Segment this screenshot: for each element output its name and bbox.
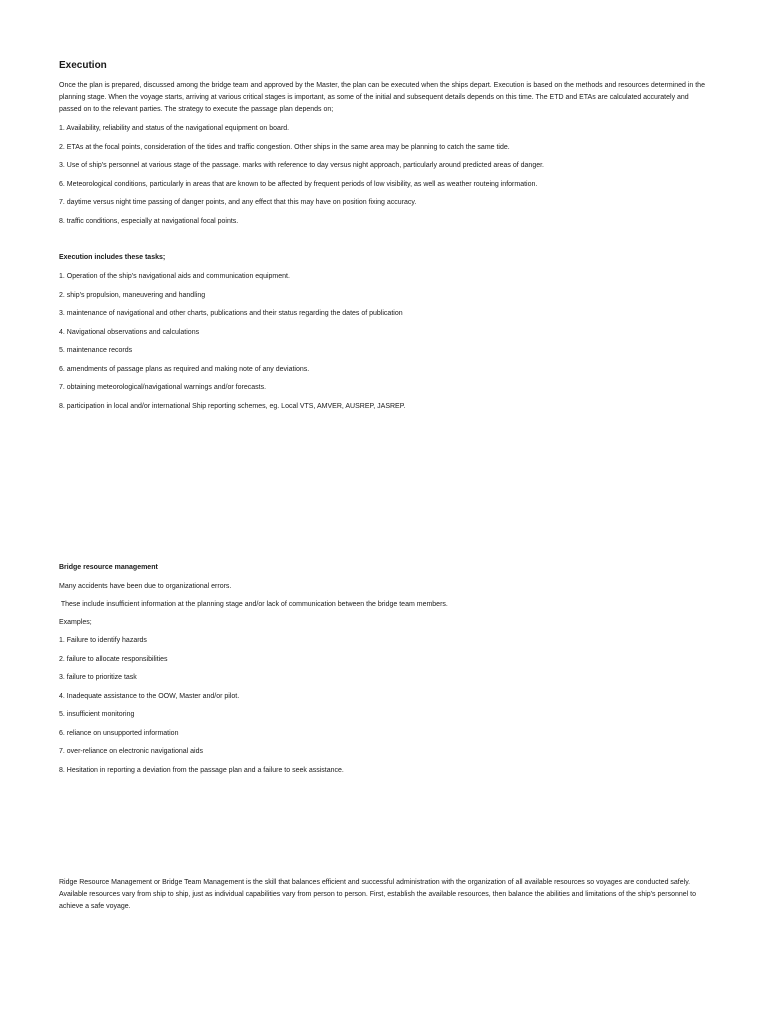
list-item: 3. failure to prioritize task <box>59 674 137 681</box>
brm-examples-list <box>59 635 709 783</box>
list-item: 7. daytime versus night time passing of danger points, and any effect that this may have on position fixing accuracy. <box>59 199 417 206</box>
list-item: 6. reliance on unsupported information <box>59 729 179 737</box>
execution-intro-paragraph: Once the plan is prepared, discussed among the bridge team and approved by the Master, the plan can be executed when the ships depart. Execution is based on the methods and resources determined in the planning stage. When the voyage starts, arriving at various critical stages is important, as some of the initial and subsequent details depends on this time. The ETD and ETAs are calculated accurately and passed on to the relevant parties. The strategy to execute the passage plan depends on; <box>59 82 705 113</box>
brm-heading: Bridge resource management <box>59 564 158 571</box>
brm-paragraph-1: Many accidents have been due to organizational errors. <box>59 583 232 590</box>
list-item: 2. ship's propulsion, maneuvering and handling <box>59 291 206 299</box>
list-item: 1. Availability, reliability and status of the navigational equipment on board. <box>59 125 290 132</box>
tasks-heading: Execution includes these tasks; <box>59 254 166 261</box>
list-item: 4. Navigational observations and calculations <box>59 328 200 336</box>
list-item: 1. Failure to identify hazards <box>59 637 147 644</box>
list-item: 8. Hesitation in reporting a deviation from the passage plan and a failure to seek assistance. <box>59 766 344 774</box>
list-item: 8. traffic conditions, especially at navigational focal points. <box>59 217 239 225</box>
brm-paragraph-2: These include insufficient information at the planning stage and/or lack of communication between the bridge team members. <box>59 601 448 608</box>
list-item: 7. over-reliance on electronic navigational aids <box>59 748 203 755</box>
list-item: 6. amendments of passage plans as required and making note of any deviations. <box>59 365 310 373</box>
list-item: 5. maintenance records <box>59 347 133 354</box>
section-title-execution: Execution <box>59 60 107 71</box>
list-item: 3. maintenance of navigational and other charts, publications and their status regarding the dates of publication <box>59 310 403 317</box>
list-item: 8. participation in local and/or international Ship reporting schemes, eg. Local VTS, AMVER, AUSREP, JASREP. <box>59 402 406 410</box>
list-item: 6. Meteorological conditions, particularly in areas that are known to be affected by frequent periods of low visibility, as well as weather routeing information. <box>59 180 538 188</box>
list-item: 4. Inadequate assistance to the OOW, Master and/or pilot. <box>59 692 240 700</box>
list-item: 2. failure to allocate responsibilities <box>59 655 168 663</box>
list-item: 1. Operation of the ship's navigational aids and communication equipment. <box>59 273 290 280</box>
list-item: 3. Use of ship's personnel at various stage of the passage. marks with reference to day versus night approach, particularly around predicted areas of danger. <box>59 162 544 169</box>
brm-closing-paragraph: Ridge Resource Management or Bridge Team Management is the skill that balances efficient and successful administration with the organization of all available resources so voyages are conducted safely. Available resources vary from ship to ship, just as individual capabilities vary from person to person. First, establish the available resources, then balance the abilities and limitations of the ship's personnel to achieve a safe voyage. <box>59 879 696 910</box>
list-item: 2. ETAs at the focal points, consideration of the tides and traffic congestion. Other ships in the same area may be planning to catch the same tide. <box>59 143 510 151</box>
list-item: 5. insufficient monitoring <box>59 711 135 718</box>
brm-examples-label: Examples; <box>59 619 92 626</box>
execution-factors-list <box>59 123 709 234</box>
tasks-list <box>59 271 709 419</box>
list-item: 7. obtaining meteorological/navigational warnings and/or forecasts. <box>59 384 267 391</box>
